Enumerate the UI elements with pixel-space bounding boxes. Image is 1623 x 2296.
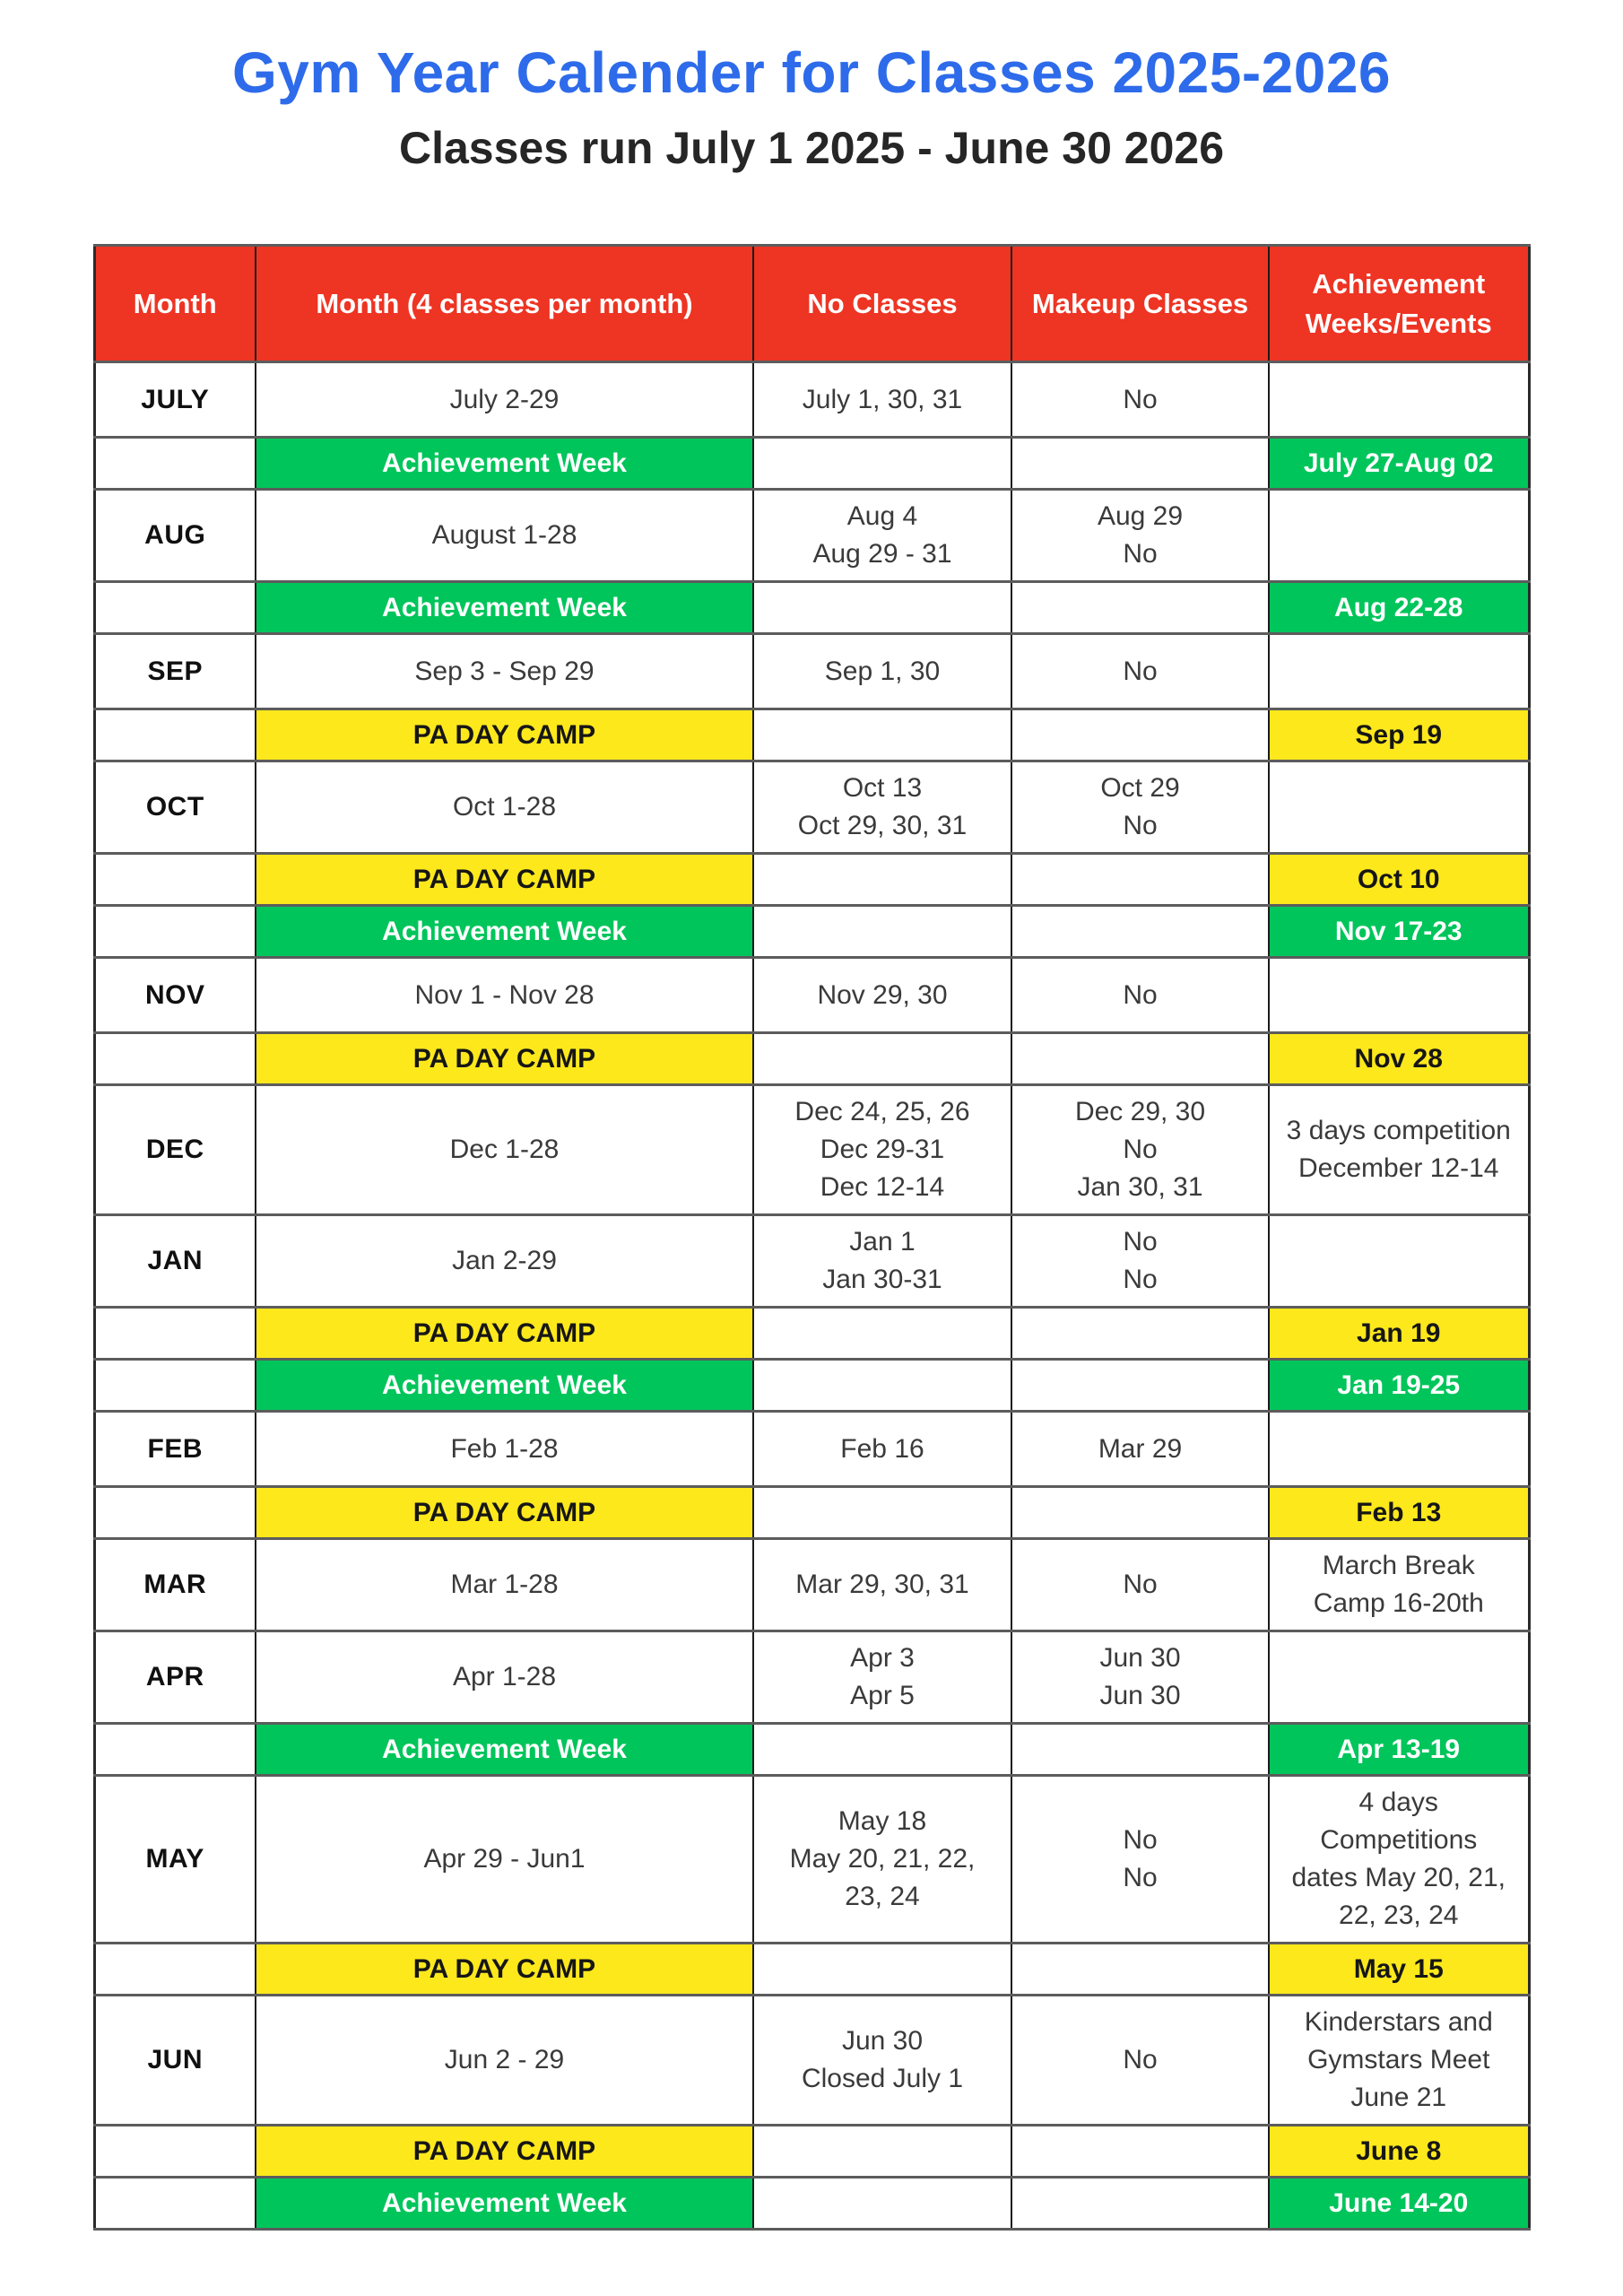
event-date-cell: June 8 bbox=[1269, 2126, 1529, 2178]
cell-line: No bbox=[1123, 1863, 1158, 1892]
header-row bbox=[94, 246, 1529, 362]
empty-cell bbox=[753, 709, 1011, 761]
event-date-cell: July 27-Aug 02 bbox=[1269, 438, 1529, 490]
event-label-cell: Achievement Week bbox=[256, 582, 753, 634]
empty-cell bbox=[753, 1944, 1011, 1996]
empty-cell bbox=[1011, 2126, 1269, 2178]
empty-cell bbox=[94, 2178, 256, 2230]
cell-line: Closed July 1 bbox=[801, 2064, 964, 2093]
month-row bbox=[94, 490, 1529, 582]
empty-cell bbox=[753, 1487, 1011, 1539]
cell-line: Sep 1, 30 bbox=[824, 656, 941, 686]
empty-cell bbox=[1011, 1308, 1269, 1360]
cell-line: December 12-14 bbox=[1298, 1153, 1499, 1183]
empty-cell bbox=[1011, 1033, 1269, 1085]
event-label-cell: PA DAY CAMP bbox=[256, 1487, 753, 1539]
event-label-cell: PA DAY CAMP bbox=[256, 1033, 753, 1085]
no-classes-cell bbox=[753, 1996, 1011, 2126]
cell-line: Feb 16 bbox=[840, 1433, 924, 1464]
empty-cell bbox=[753, 1724, 1011, 1776]
cell-line: No bbox=[1123, 1265, 1158, 1294]
makeup-classes-cell bbox=[1011, 761, 1269, 854]
makeup-classes-cell bbox=[1011, 1996, 1269, 2126]
event-date-cell: Oct 10 bbox=[1269, 854, 1529, 906]
makeup-classes-cell bbox=[1011, 490, 1269, 582]
cell-line: May 20, 21, 22, bbox=[789, 1844, 976, 1874]
month-row bbox=[94, 1631, 1529, 1724]
empty-cell bbox=[753, 906, 1011, 958]
cell-line: Camp 16-20th bbox=[1313, 1588, 1484, 1618]
achievement-events-cell bbox=[1269, 490, 1529, 582]
month-row bbox=[94, 1085, 1529, 1215]
cell-line: Dec 12-14 bbox=[820, 1172, 945, 1202]
event-label-cell: PA DAY CAMP bbox=[256, 1308, 753, 1360]
no-classes-cell bbox=[753, 1539, 1011, 1631]
empty-cell bbox=[753, 582, 1011, 634]
cell-line: Jan 1 bbox=[849, 1227, 916, 1257]
cell-line: Aug 4 bbox=[846, 501, 918, 531]
event-row bbox=[94, 1033, 1529, 1085]
table-header bbox=[94, 246, 1529, 362]
cell-line: Oct 29, 30, 31 bbox=[797, 811, 968, 840]
makeup-classes-cell bbox=[1011, 958, 1269, 1033]
cell-line: No bbox=[1123, 1570, 1158, 1599]
month-name-cell: AUG bbox=[94, 490, 256, 582]
event-date-cell: Nov 28 bbox=[1269, 1033, 1529, 1085]
event-label-cell: PA DAY CAMP bbox=[256, 709, 753, 761]
no-classes-cell bbox=[753, 362, 1011, 438]
cell-line: Aug 29 bbox=[1097, 501, 1184, 531]
class-dates-cell: August 1-28 bbox=[256, 490, 753, 582]
cell-line: Dec 24, 25, 26 bbox=[794, 1097, 970, 1126]
cell-line: No bbox=[1123, 979, 1158, 1010]
cell-line: Apr 3 bbox=[850, 1643, 915, 1673]
column-header: Achievement Weeks/Events bbox=[1269, 246, 1529, 362]
cell-line: 3 days competition bbox=[1286, 1116, 1511, 1145]
empty-cell bbox=[753, 438, 1011, 490]
month-row bbox=[94, 1539, 1529, 1631]
class-dates-cell: Oct 1-28 bbox=[256, 761, 753, 854]
empty-cell bbox=[94, 854, 256, 906]
class-dates-cell: July 2-29 bbox=[256, 362, 753, 438]
cell-line: Mar 29 bbox=[1098, 1433, 1183, 1464]
cell-line: Jan 30-31 bbox=[822, 1265, 942, 1294]
empty-cell bbox=[753, 1360, 1011, 1412]
empty-cell bbox=[1011, 1944, 1269, 1996]
cell-line: No bbox=[1123, 1135, 1158, 1164]
cell-line: May 18 bbox=[838, 1806, 927, 1836]
cell-line: Oct 29 bbox=[1100, 773, 1180, 803]
class-dates-cell: Jun 2 - 29 bbox=[256, 1996, 753, 2126]
class-dates-cell: Jan 2-29 bbox=[256, 1215, 753, 1308]
class-dates-cell: Apr 29 - Jun1 bbox=[256, 1776, 753, 1944]
empty-cell bbox=[94, 438, 256, 490]
event-row bbox=[94, 1944, 1529, 1996]
achievement-events-cell bbox=[1269, 634, 1529, 709]
cell-line: Jun 30 bbox=[1099, 1681, 1181, 1710]
achievement-events-cell bbox=[1269, 1412, 1529, 1487]
event-row bbox=[94, 906, 1529, 958]
event-row bbox=[94, 582, 1529, 634]
no-classes-cell bbox=[753, 1085, 1011, 1215]
event-date-cell: Aug 22-28 bbox=[1269, 582, 1529, 634]
cell-line: June 21 bbox=[1350, 2083, 1447, 2112]
makeup-classes-cell bbox=[1011, 1412, 1269, 1487]
event-label-cell: PA DAY CAMP bbox=[256, 1944, 753, 1996]
cell-line: March Break bbox=[1322, 1551, 1475, 1580]
class-dates-cell: Sep 3 - Sep 29 bbox=[256, 634, 753, 709]
event-label-cell: Achievement Week bbox=[256, 2178, 753, 2230]
event-row bbox=[94, 709, 1529, 761]
makeup-classes-cell bbox=[1011, 1215, 1269, 1308]
class-dates-cell: Nov 1 - Nov 28 bbox=[256, 958, 753, 1033]
month-row bbox=[94, 958, 1529, 1033]
empty-cell bbox=[753, 1308, 1011, 1360]
empty-cell bbox=[753, 1033, 1011, 1085]
month-name-cell: MAY bbox=[94, 1776, 256, 1944]
cell-line: No bbox=[1123, 1825, 1158, 1855]
cell-line: Jan 30, 31 bbox=[1077, 1172, 1203, 1202]
cell-line: Jun 30 bbox=[1099, 1643, 1181, 1673]
class-dates-cell: Apr 1-28 bbox=[256, 1631, 753, 1724]
cell-line: Mar 29, 30, 31 bbox=[795, 1570, 969, 1599]
cell-line: Dec 29-31 bbox=[820, 1135, 945, 1164]
event-row bbox=[94, 1360, 1529, 1412]
event-date-cell: Sep 19 bbox=[1269, 709, 1529, 761]
month-name-cell: OCT bbox=[94, 761, 256, 854]
no-classes-cell bbox=[753, 634, 1011, 709]
event-date-cell: Jan 19-25 bbox=[1269, 1360, 1529, 1412]
month-name-cell: JUN bbox=[94, 1996, 256, 2126]
event-date-cell: June 14-20 bbox=[1269, 2178, 1529, 2230]
event-row bbox=[94, 2178, 1529, 2230]
cell-line: Aug 29 - 31 bbox=[812, 539, 952, 569]
achievement-events-cell bbox=[1269, 958, 1529, 1033]
no-classes-cell bbox=[753, 958, 1011, 1033]
page-title: Gym Year Calender for Classes 2025-2026 bbox=[232, 40, 1391, 105]
cell-line: No bbox=[1123, 811, 1158, 840]
month-name-cell: JAN bbox=[94, 1215, 256, 1308]
empty-cell bbox=[753, 2178, 1011, 2230]
empty-cell bbox=[1011, 2178, 1269, 2230]
empty-cell bbox=[1011, 1724, 1269, 1776]
month-row bbox=[94, 362, 1529, 438]
month-name-cell: DEC bbox=[94, 1085, 256, 1215]
event-date-cell: Nov 17-23 bbox=[1269, 906, 1529, 958]
makeup-classes-cell bbox=[1011, 362, 1269, 438]
cell-line: No bbox=[1123, 384, 1158, 414]
cell-line: No bbox=[1123, 2045, 1158, 2074]
column-header: Makeup Classes bbox=[1011, 246, 1269, 362]
cell-line: July 1, 30, 31 bbox=[802, 384, 963, 414]
makeup-classes-cell bbox=[1011, 1631, 1269, 1724]
event-date-cell: Jan 19 bbox=[1269, 1308, 1529, 1360]
empty-cell bbox=[1011, 709, 1269, 761]
cell-line: Kinderstars and bbox=[1304, 2007, 1493, 2037]
achievement-events-cell bbox=[1269, 1539, 1529, 1631]
event-label-cell: Achievement Week bbox=[256, 438, 753, 490]
event-label-cell: Achievement Week bbox=[256, 1724, 753, 1776]
event-date-cell: Apr 13-19 bbox=[1269, 1724, 1529, 1776]
cell-line: 4 days bbox=[1358, 1787, 1438, 1817]
event-label-cell: Achievement Week bbox=[256, 906, 753, 958]
month-row bbox=[94, 1412, 1529, 1487]
class-dates-cell: Dec 1-28 bbox=[256, 1085, 753, 1215]
cell-line: Dec 29, 30 bbox=[1074, 1097, 1206, 1126]
month-name-cell: MAR bbox=[94, 1539, 256, 1631]
month-name-cell: NOV bbox=[94, 958, 256, 1033]
cell-line: Nov 29, 30 bbox=[817, 979, 948, 1010]
no-classes-cell bbox=[753, 1215, 1011, 1308]
empty-cell bbox=[753, 2126, 1011, 2178]
month-name-cell: SEP bbox=[94, 634, 256, 709]
event-row bbox=[94, 854, 1529, 906]
cell-line: Apr 5 bbox=[850, 1681, 915, 1710]
cell-line: No bbox=[1123, 1227, 1158, 1257]
event-row bbox=[94, 438, 1529, 490]
makeup-classes-cell bbox=[1011, 1539, 1269, 1631]
event-label-cell: PA DAY CAMP bbox=[256, 854, 753, 906]
makeup-classes-cell bbox=[1011, 1085, 1269, 1215]
makeup-classes-cell bbox=[1011, 634, 1269, 709]
empty-cell bbox=[94, 709, 256, 761]
achievement-events-cell bbox=[1269, 1631, 1529, 1724]
column-header: Month (4 classes per month) bbox=[256, 246, 753, 362]
column-header: No Classes bbox=[753, 246, 1011, 362]
empty-cell bbox=[94, 1308, 256, 1360]
cell-line: Jun 30 bbox=[841, 2026, 924, 2056]
no-classes-cell bbox=[753, 1776, 1011, 1944]
empty-cell bbox=[1011, 438, 1269, 490]
calendar-table bbox=[93, 244, 1531, 2231]
event-row bbox=[94, 1308, 1529, 1360]
empty-cell bbox=[94, 582, 256, 634]
achievement-events-cell bbox=[1269, 1215, 1529, 1308]
no-classes-cell bbox=[753, 490, 1011, 582]
month-row bbox=[94, 1996, 1529, 2126]
cell-line: Oct 13 bbox=[842, 773, 923, 803]
empty-cell bbox=[94, 906, 256, 958]
empty-cell bbox=[94, 1033, 256, 1085]
cell-line: Competitions bbox=[1320, 1825, 1478, 1855]
makeup-classes-cell bbox=[1011, 1776, 1269, 1944]
empty-cell bbox=[94, 1944, 256, 1996]
event-date-cell: Feb 13 bbox=[1269, 1487, 1529, 1539]
month-row bbox=[94, 634, 1529, 709]
empty-cell bbox=[1011, 906, 1269, 958]
empty-cell bbox=[753, 854, 1011, 906]
empty-cell bbox=[1011, 582, 1269, 634]
no-classes-cell bbox=[753, 761, 1011, 854]
table-body bbox=[94, 362, 1529, 2230]
event-row bbox=[94, 2126, 1529, 2178]
empty-cell bbox=[94, 1724, 256, 1776]
event-label-cell: PA DAY CAMP bbox=[256, 2126, 753, 2178]
month-row bbox=[94, 1776, 1529, 1944]
achievement-events-cell bbox=[1269, 1776, 1529, 1944]
achievement-events-cell bbox=[1269, 761, 1529, 854]
event-row bbox=[94, 1724, 1529, 1776]
cell-line: No bbox=[1123, 656, 1158, 686]
cell-line: Gymstars Meet bbox=[1307, 2045, 1490, 2074]
empty-cell bbox=[94, 1360, 256, 1412]
no-classes-cell bbox=[753, 1412, 1011, 1487]
empty-cell bbox=[1011, 1487, 1269, 1539]
cell-line: 23, 24 bbox=[845, 1882, 920, 1911]
month-name-cell: APR bbox=[94, 1631, 256, 1724]
class-dates-cell: Feb 1-28 bbox=[256, 1412, 753, 1487]
month-row bbox=[94, 761, 1529, 854]
achievement-events-cell bbox=[1269, 1996, 1529, 2126]
empty-cell bbox=[94, 1487, 256, 1539]
month-name-cell: JULY bbox=[94, 362, 256, 438]
empty-cell bbox=[1011, 1360, 1269, 1412]
cell-line: dates May 20, 21, bbox=[1291, 1863, 1506, 1892]
column-header: Month bbox=[94, 246, 256, 362]
cell-line: 22, 23, 24 bbox=[1339, 1900, 1459, 1930]
achievement-events-cell bbox=[1269, 362, 1529, 438]
event-date-cell: May 15 bbox=[1269, 1944, 1529, 1996]
empty-cell bbox=[1011, 854, 1269, 906]
page-subtitle: Classes run July 1 2025 - June 30 2026 bbox=[399, 123, 1224, 173]
event-label-cell: Achievement Week bbox=[256, 1360, 753, 1412]
empty-cell bbox=[94, 2126, 256, 2178]
class-dates-cell: Mar 1-28 bbox=[256, 1539, 753, 1631]
no-classes-cell bbox=[753, 1631, 1011, 1724]
month-name-cell: FEB bbox=[94, 1412, 256, 1487]
achievement-events-cell bbox=[1269, 1085, 1529, 1215]
event-row bbox=[94, 1487, 1529, 1539]
month-row bbox=[94, 1215, 1529, 1308]
cell-line: No bbox=[1123, 539, 1158, 569]
